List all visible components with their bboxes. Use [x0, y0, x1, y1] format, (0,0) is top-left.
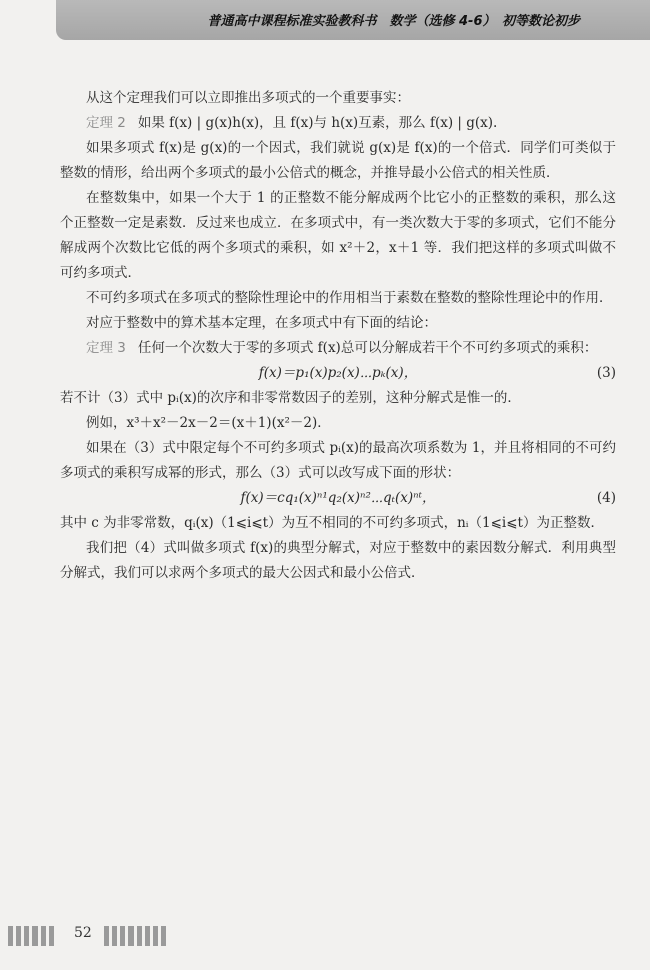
- theorem-2-label: 定理 2: [86, 115, 126, 131]
- theorem-3-text: 任何一个次数大于零的多项式 f(x)总可以分解成若干个不可约多项式的乘积：: [137, 340, 598, 356]
- formula-4-number: (4): [596, 490, 616, 506]
- paragraph-where: 其中 c 为非零常数，qᵢ(x)（1⩽i⩽t）为互不相同的不可约多项式，nᵢ（1⩽i⩽t）为正整数．: [60, 515, 604, 531]
- paragraph-irreducible: 在整数集中，如果一个大于 1 的正整数不能分解成两个比它小的正整数的乘积，那么这个正整数一定是素数．反过来也成立．在多项式中，有一类次数大于零的多项式，它们不能分解成两个次数比它低的两个多项式的乘积，如 x²＋2，x＋1 等．我们把这样的多项式叫做不可约多项式．: [60, 190, 616, 281]
- footer-bar: [104, 926, 109, 946]
- page-number: 52: [74, 925, 92, 941]
- paragraph-example: 例如，x³＋x²－2x－2＝(x＋1)(x²－2)．: [86, 415, 331, 431]
- formula-3: [60, 361, 616, 386]
- page-body: [60, 86, 616, 586]
- running-header: [56, 0, 650, 40]
- paragraph-canonical: 我们把（4）式叫做多项式 f(x)的典型分解式，对应于整数中的素因数分解式．利用典型分解式，我们可以求两个多项式的最大公因式和最小公倍式．: [60, 540, 616, 581]
- footer-bar: [145, 926, 150, 946]
- footer-bar: [16, 926, 21, 946]
- footer-bar: [161, 926, 166, 946]
- paragraph-multiple: 如果多项式 f(x)是 g(x)的一个因式，我们就说 g(x)是 f(x)的一个倍式．同学们可类似于整数的情形，给出两个多项式的最小公倍式的概念，并推导最小公倍式的相关性质．: [60, 140, 616, 181]
- paragraph-intro: 从这个定理我们可以立即推出多项式的一个重要事实：: [86, 90, 410, 106]
- footer-bar: [120, 926, 125, 946]
- formula-4: [60, 486, 616, 511]
- theorem-3: [60, 336, 616, 361]
- footer-bar: [41, 926, 46, 946]
- formula-3-number: (3): [596, 365, 616, 381]
- footer-bar: [112, 926, 117, 946]
- footer-bar: [153, 926, 158, 946]
- footer-decoration: [0, 926, 650, 946]
- header-title: 普通高中课程标准实验教科书 数学（选修 4-6） 初等数论初步: [207, 14, 580, 29]
- footer-bar: [8, 926, 13, 946]
- footer-bar: [32, 926, 38, 946]
- formula-3-expression: f(x)＝p₁(x)p₂(x)⋯pₖ(x)，: [258, 365, 418, 381]
- footer-bar: [137, 926, 142, 946]
- footer-bar: [24, 926, 29, 946]
- paragraph-role: 不可约多项式在多项式的整除性理论中的作用相当于素数在整数的整除性理论中的作用．: [86, 290, 613, 306]
- paragraph-fundamental-theorem: 对应于整数中的算术基本定理，在多项式中有下面的结论：: [86, 315, 437, 331]
- paragraph-monic: 如果在（3）式中限定每个不可约多项式 pᵢ(x)的最高次项系数为 1，并且将相同的不可约多项式的乘积写成幂的形式，那么（3）式可以改写成下面的形状：: [60, 440, 616, 481]
- footer-bar: [49, 926, 54, 946]
- footer-bar: [128, 926, 134, 946]
- paragraph-uniqueness: 若不计（3）式中 pᵢ(x)的次序和非零常数因子的差别，这种分解式是惟一的．: [60, 390, 521, 406]
- theorem-2: [60, 111, 616, 136]
- formula-4-expression: f(x)＝cq₁(x)ⁿ¹q₂(x)ⁿ²⋯qₜ(x)ⁿᵗ，: [240, 490, 436, 506]
- theorem-2-text: 如果 f(x) | g(x)h(x)，且 f(x)与 h(x)互素，那么 f(x) | g(x).: [137, 115, 498, 131]
- theorem-3-label: 定理 3: [86, 340, 126, 356]
